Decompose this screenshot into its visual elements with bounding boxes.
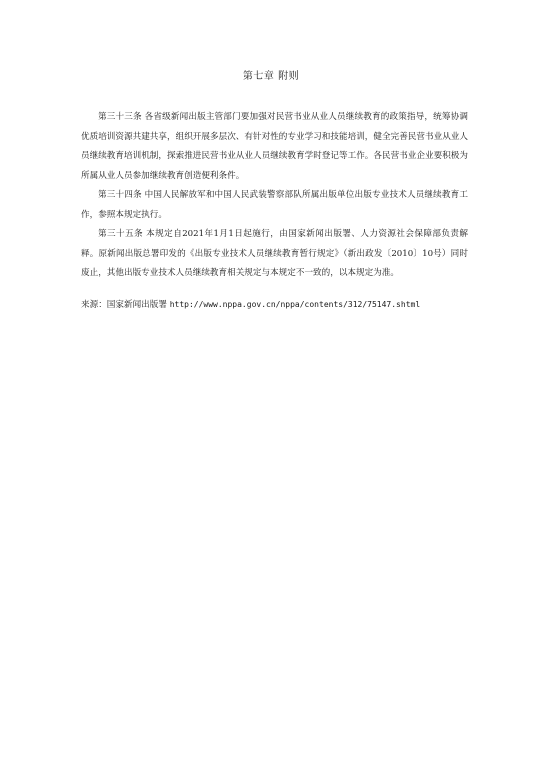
source-label: 来源：国家新闻出版署: [81, 300, 167, 310]
article-35: 第三十五条 本规定自2021年1月1日起施行，由国家新闻出版署、人力资源社会保障部负责解释。原新闻出版总署印发的《出版专业技术人员继续教育暂行规定》（新出政发〔2010〕10号）同时废止，其他出版专业技术人员继续教育相关规定与本规定不一致的，以本规定为准。: [81, 229, 468, 278]
article-33: 第三十三条 各省级新闻出版主管部门要加强对民营书业从业人员继续教育的政策指导，统筹协调优质培训资源共建共享，组织开展多层次、有针对性的专业学习和技能培训，健全完善民营书业从业人员继续教育培训机制，探索推进民营书业从业人员继续教育学时登记等工作。各民营书业企业要积极为所属从业人员参加继续教育创造便利条件。: [81, 112, 468, 181]
article-34: 第三十四条 中国人民解放军和中国人民武装警察部队所属出版单位出版专业技术人员继续教育工作，参照本规定执行。: [81, 190, 468, 220]
source-line: [81, 298, 481, 312]
source-url: http://www.nppa.gov.cn/nppa/contents/312/75147.shtml: [169, 300, 421, 309]
chapter-title: 第七章 附则: [242, 71, 300, 82]
